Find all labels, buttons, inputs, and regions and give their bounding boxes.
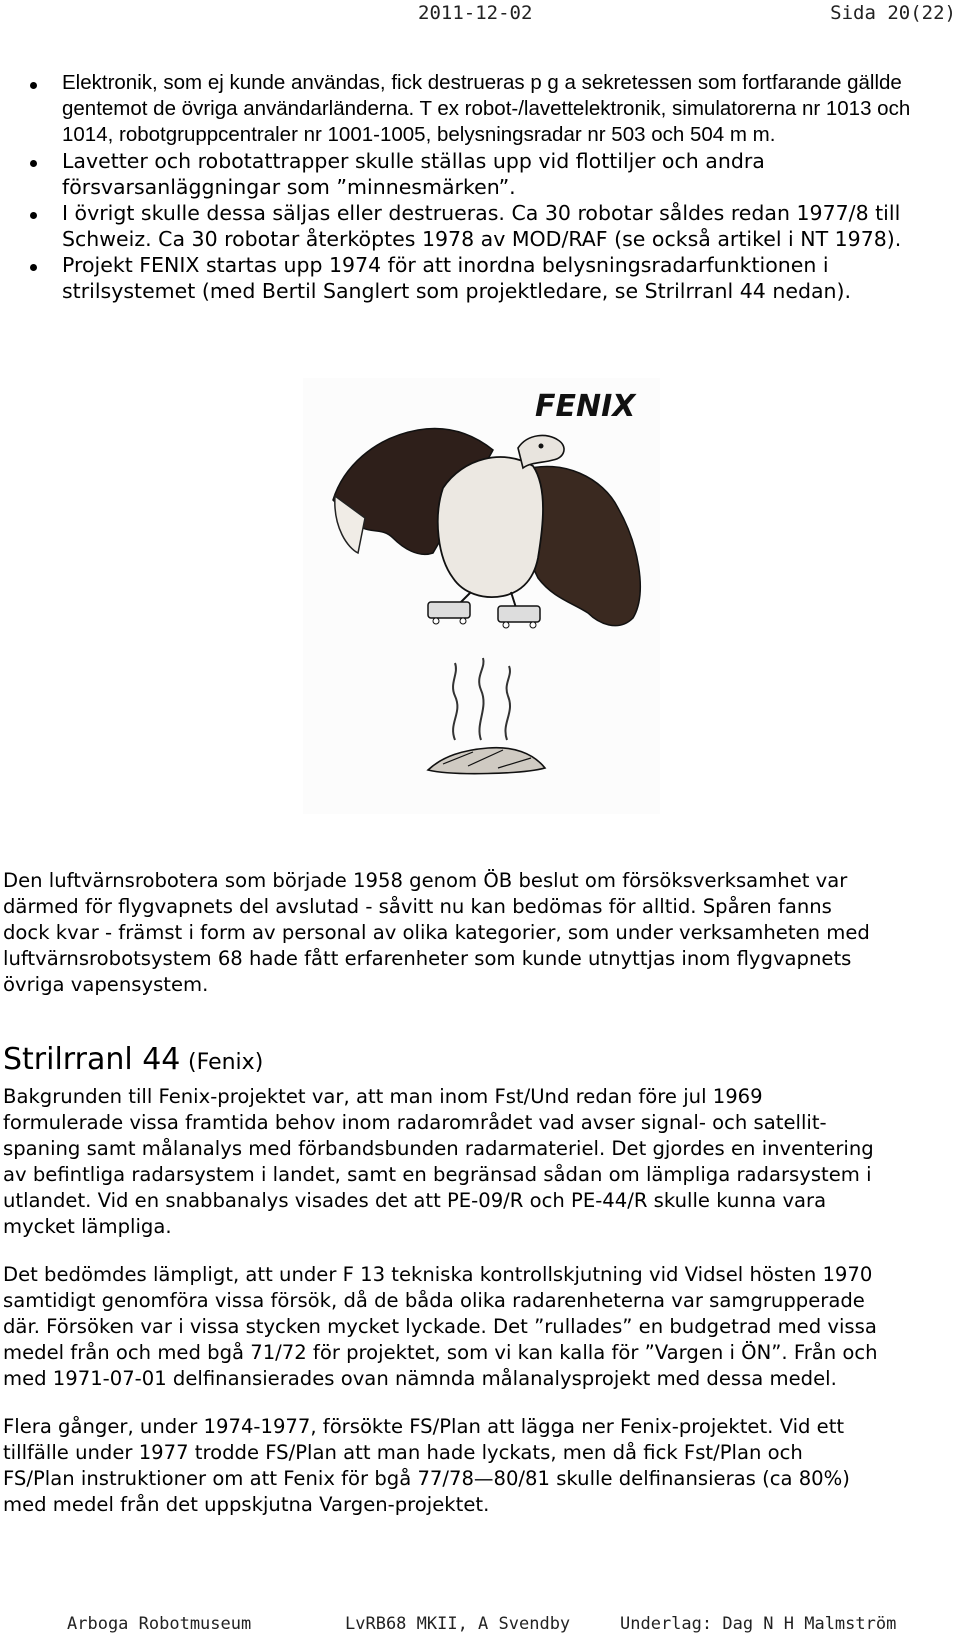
bullet-item [24, 70, 954, 148]
bullet-dot-icon [30, 82, 37, 89]
page-footer [0, 1614, 960, 1638]
bullet-dot-icon [30, 264, 37, 271]
bullet-item [24, 148, 954, 200]
header-page-number: Sida 20(22) [830, 2, 956, 24]
bullet-text: Elektronik, som ej kunde användas, fick destrueras p g a sekretessen som fortfarande gällde gentemot de övriga användarländerna. T ex robot-/lavettelektronik, simulatorerna nr 1013 och 1014, robotgruppcentraler nr 1001-1005, belysningsradar nr 503 och 504 m m. [62, 71, 911, 146]
bullet-dot-icon [30, 212, 37, 219]
assessment-paragraph: Det bedömdes lämpligt, att under F 13 tekniska kontrollskjutning vid Vidsel hösten 1970 samtidigt genomföra vissa försök, då de båda olika radarenheterna var samgrupperade där. Försöken var i vissa stycken mycket lyckade. Det ”rullades” en budgetrad med vissa medel från och med bgå 71/72 för projektet, som vi kan kalla för ”Vargen i ÖN”. Från och med 1971-07-01 delfinansierades ovan nämnda målanalysprojekt med dessa medel. [3, 1263, 878, 1390]
section-heading-title: Strilrranl 44 [3, 1042, 181, 1077]
section-heading [3, 1042, 263, 1081]
bullet-list [24, 70, 954, 304]
attempts-paragraph: Flera gånger, under 1974-1977, försökte FS/Plan att lägga ner Fenix-projektet. Vid ett tillfälle under 1977 trodde FS/Plan att man hade lyckats, men då fick Fst/Plan och FS/Plan instruktioner om att Fenix för bgå 77/78—80/81 skulle delfinansieras (ca 80%) med medel från det uppskjutna Vargen-projektet. [3, 1415, 850, 1516]
section-heading-subtitle: (Fenix) [188, 1050, 264, 1075]
bullet-dot-icon [30, 160, 37, 167]
eagle-drawing [303, 378, 660, 814]
footer-source: Underlag: Dag N H Malmström [620, 1614, 897, 1634]
background-paragraph: Bakgrunden till Fenix-projektet var, att man inom Fst/Und redan före jul 1969 formulerade vissa framtida behov inom radarområdet vad avser signal- och satellit- spaning samt målanalys med förbandsbunden radarmateriel. Det gjordes en inventering av befintliga radarsystem i landet, samt en begränsad sådan om lämpliga radarsystem i utlandet. Vid en snabbanalys visades det att PE-09/R och PE-44/R skulle kunna vara mycket lämpliga. [3, 1085, 874, 1238]
bullet-text: Lavetter och robotattrapper skulle ställas upp vid flottiljer och andra försvarsanläggningar som ”minnesmärken”. [62, 149, 765, 199]
header-date: 2011-12-02 [418, 2, 533, 24]
bullet-text: Projekt FENIX startas upp 1974 för att inordna belysningsradarfunktionen i strilsystemet (med Bertil Sanglert som projektledare, se Strilrranl 44 nedan). [62, 253, 852, 303]
figure-title: FENIX [535, 389, 636, 424]
conclusion-paragraph: Den luftvärnsrobotera som började 1958 genom ÖB beslut om försöksverksamhet var därmed för flygvapnets del avslutad - såvitt nu kan bedömas för alltid. Spåren fanns dock kvar - främst i form av personal av olika kategorier, som under verksamheten med luftvärnsrobotsystem 68 hade fått erfarenheter som kunde utnyttjas inom flygvapnets övriga vapensystem. [3, 869, 870, 996]
footer-document: LvRB68 MKII, A Svendby [345, 1614, 571, 1634]
bullet-item [24, 200, 954, 252]
bullet-item [24, 252, 954, 304]
footer-museum: Arboga Robotmuseum [67, 1614, 252, 1634]
bullet-text: I övrigt skulle dessa säljas eller destrueras. Ca 30 robotar såldes redan 1977/8 till Schweiz. Ca 30 robotar återköptes 1978 av MOD/RAF (se också artikel i NT 1978). [62, 201, 902, 251]
fenix-eagle-illustration [303, 378, 660, 814]
